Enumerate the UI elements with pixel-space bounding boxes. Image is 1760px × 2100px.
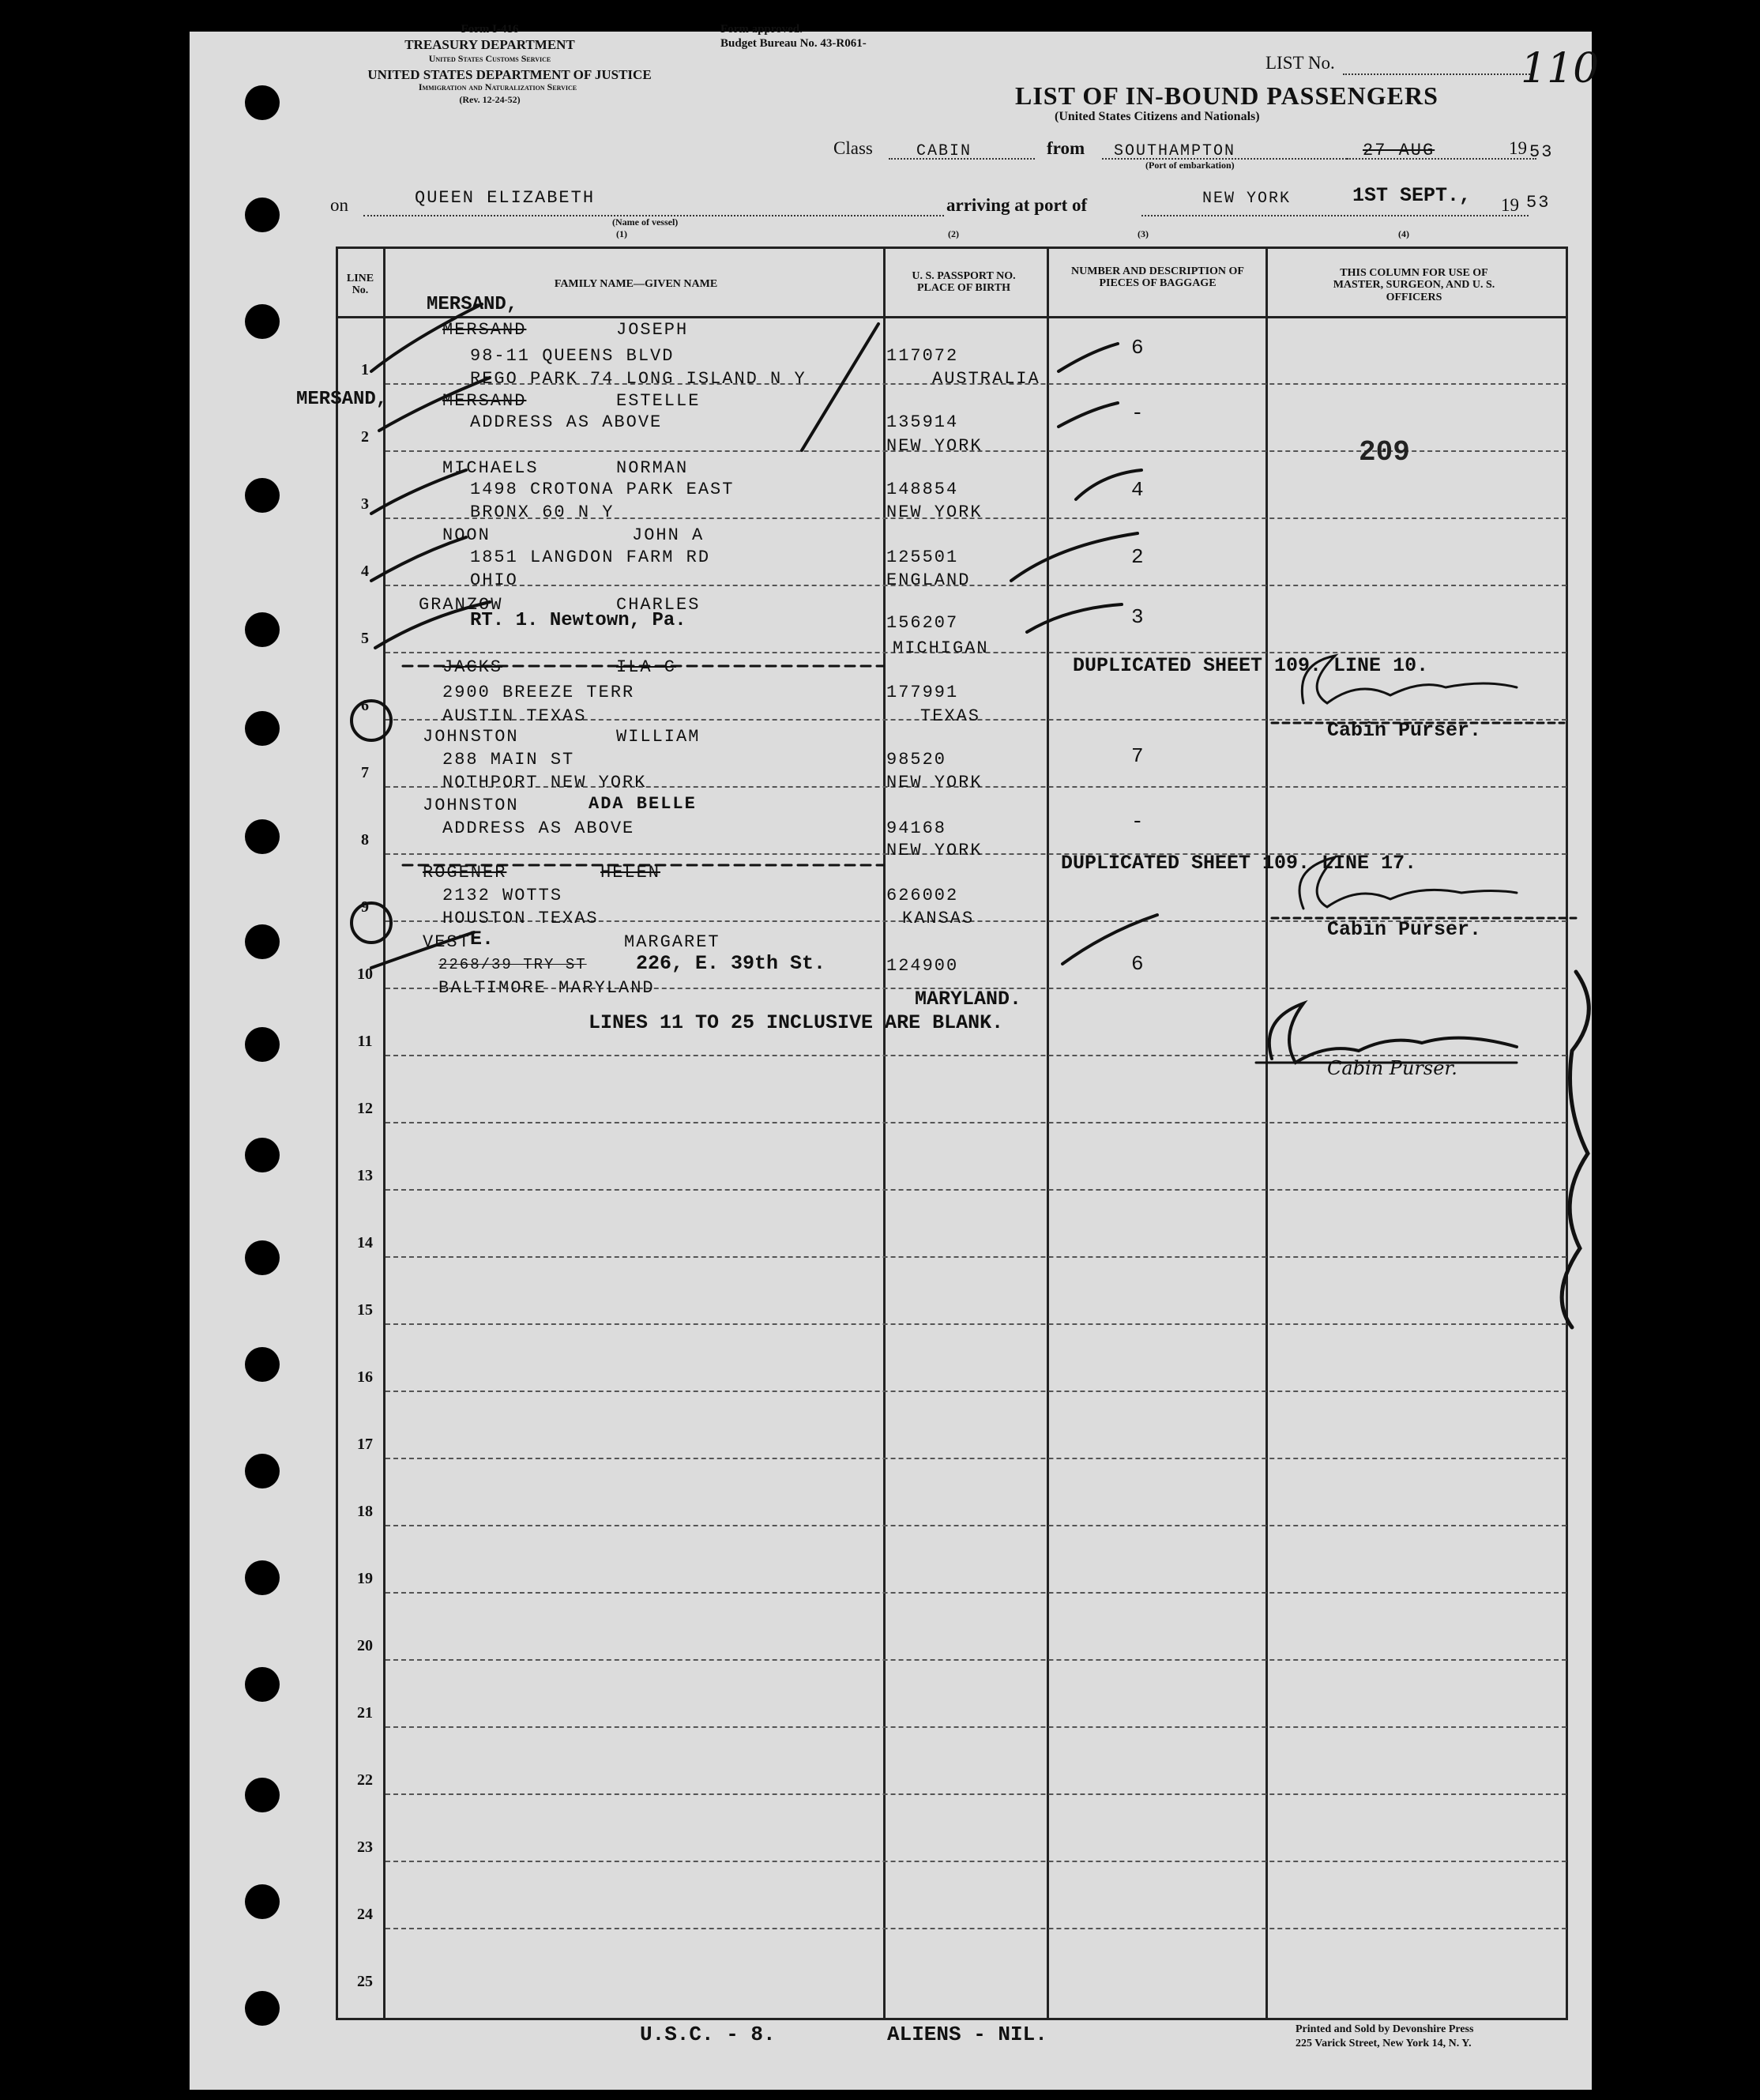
depart-year: 53 xyxy=(1529,142,1554,162)
entry-10-passport: 124900 xyxy=(886,956,959,976)
line-number: 18 xyxy=(357,1503,373,1520)
check-mark xyxy=(1059,403,1118,427)
customs-service: United States Customs Service xyxy=(428,53,551,64)
line-number: 21 xyxy=(357,1704,373,1722)
on-label: on xyxy=(330,195,348,215)
line-number: 17 xyxy=(357,1436,373,1453)
entry-10-baggage: 6 xyxy=(1131,952,1145,976)
entry-4-birthplace: ENGLAND xyxy=(886,570,971,590)
entry-8-surname: JOHNSTON xyxy=(423,796,519,815)
entry-6-birthplace: TEXAS xyxy=(920,706,981,726)
entry-1-passport: 117072 xyxy=(886,346,959,366)
entry-2-mark: 209 xyxy=(1359,436,1410,469)
entry-1-address: 98-11 QUEENS BLVD xyxy=(470,346,675,366)
entry-5-given: CHARLES xyxy=(616,595,701,615)
entry-10-old-address: 2268/39 TRY ST xyxy=(438,956,587,973)
entry-1-birthplace: AUSTRALIA xyxy=(932,369,1040,389)
line-number: 5 xyxy=(361,630,369,647)
form-number: Form I-416 xyxy=(461,23,519,36)
entry-1-surname: MERSAND xyxy=(442,320,527,340)
depart-year-prefix: 19 xyxy=(1509,138,1527,158)
entry-4-address: 1851 LANGDON FARM RD xyxy=(470,548,711,567)
entry-2-surname: MERSAND xyxy=(442,391,527,411)
line-number: 10 xyxy=(357,965,373,983)
line-number: 3 xyxy=(361,495,369,513)
entry-9-surname: ROGENER xyxy=(423,863,507,883)
entry-7-given: WILLIAM xyxy=(616,727,701,747)
entry-6-surname: JACKS xyxy=(442,657,503,677)
entry-10-initial: E. xyxy=(470,928,495,950)
treasury-dept: TREASURY DEPARTMENT xyxy=(404,37,575,52)
entry-3-surname: MICHAELS xyxy=(442,458,539,478)
entry-6-purser: Cabin Purser. xyxy=(1327,719,1482,742)
entry-6-address: 2900 BREEZE TERR xyxy=(442,683,635,702)
entry-8-baggage: - xyxy=(1131,810,1145,834)
entry-6-address2: AUSTIN TEXAS xyxy=(442,706,587,726)
entry-8-passport: 94168 xyxy=(886,819,947,838)
form-subtitle: (United States Citizens and Nationals) xyxy=(1055,110,1260,123)
entry-9-duplicate-note: DUPLICATED SHEET 109. LINE 17. xyxy=(1061,852,1417,875)
form-title: LIST OF IN-BOUND PASSENGERS xyxy=(1015,81,1438,110)
entry-4-address2: OHIO xyxy=(470,570,518,590)
entry-9-given: HELEN xyxy=(600,863,661,883)
line-number: 6 xyxy=(361,697,369,714)
footer-usc: U.S.C. - 8. xyxy=(640,2023,776,2046)
entry-10-address2: BALTIMORE MARYLAND xyxy=(438,978,655,998)
check-mark xyxy=(1076,470,1141,499)
line-number: 1 xyxy=(361,361,369,378)
check-mark xyxy=(1059,344,1118,371)
line-number: 24 xyxy=(357,1906,373,1923)
port-caption: (Port of embarkation) xyxy=(1145,160,1235,171)
entry-7-surname: JOHNSTON xyxy=(423,727,519,747)
check-mark xyxy=(371,470,466,514)
line-number: 7 xyxy=(361,764,369,781)
signature xyxy=(1562,972,1589,1327)
entry-8-birthplace: NEW YORK xyxy=(886,841,983,860)
arrival-date: 1ST SEPT., xyxy=(1352,184,1472,207)
circle-mark xyxy=(352,701,391,740)
check-mark xyxy=(1062,915,1157,964)
check-mark xyxy=(371,304,482,371)
entry-7-address2: NOTHPORT NEW YORK xyxy=(442,773,647,792)
entry-4-baggage: 2 xyxy=(1131,545,1145,569)
line-number: 16 xyxy=(357,1368,373,1386)
entry-4-given: JOHN A xyxy=(632,525,705,545)
arriving-label: arriving at port of xyxy=(946,195,1088,215)
col1-no: (1) xyxy=(616,228,627,239)
check-mark xyxy=(802,324,878,450)
signature xyxy=(1299,857,1517,909)
line-number: 11 xyxy=(357,1033,373,1050)
entry-8-given: ADA BELLE xyxy=(589,794,697,814)
line-number: 15 xyxy=(357,1301,373,1319)
entry-4-surname: NOON xyxy=(442,525,491,545)
from-label: from xyxy=(1047,138,1085,158)
printer-line1: Printed and Sold by Devonshire Press xyxy=(1296,2023,1474,2035)
col3-no: (3) xyxy=(1138,228,1149,239)
entry-2-passport: 135914 xyxy=(886,412,959,432)
entry-3-address2: BRONX 60 N Y xyxy=(470,502,615,522)
entry-5-birthplace: MICHIGAN xyxy=(893,638,989,658)
entry-9-address2: HOUSTON TEXAS xyxy=(442,909,599,928)
col-line-no: LINE No. xyxy=(346,273,374,297)
check-mark xyxy=(1027,604,1122,632)
entry-10-given: MARGARET xyxy=(624,932,720,952)
entry-9-passport: 626002 xyxy=(886,886,959,905)
line-number: 4 xyxy=(361,563,369,580)
entry-7-birthplace: NEW YORK xyxy=(886,773,983,792)
vessel-caption: (Name of vessel) xyxy=(612,216,679,228)
justice-dept: UNITED STATES DEPARTMENT OF JUSTICE xyxy=(367,67,652,82)
entry-2-baggage: - xyxy=(1131,401,1145,425)
list-no-value: 110 xyxy=(1521,45,1600,92)
line-number: 8 xyxy=(361,831,369,849)
entry-3-birthplace: NEW YORK xyxy=(886,502,983,522)
line-number: 25 xyxy=(357,1973,373,1990)
entry-3-passport: 148854 xyxy=(886,480,959,499)
line-number: 2 xyxy=(361,428,369,446)
entry-9-birthplace: KANSAS xyxy=(902,909,975,928)
form-approved: Form approved. xyxy=(720,23,803,36)
line-number: 13 xyxy=(357,1167,373,1184)
entry-1-given: JOSEPH xyxy=(616,320,689,340)
arrival-year: 53 xyxy=(1526,193,1551,213)
entry-7-passport: 98520 xyxy=(886,750,947,770)
entry-4-passport: 125501 xyxy=(886,548,959,567)
entry-5-surname: GRANZOW xyxy=(419,595,503,615)
footer-aliens: ALIENS - NIL. xyxy=(887,2023,1047,2046)
vessel-name: QUEEN ELIZABETH xyxy=(415,188,596,208)
entry-10-birthplace: MARYLAND. xyxy=(915,988,1022,1010)
entry-2-given: ESTELLE xyxy=(616,391,701,411)
entry-10-surname: VEST xyxy=(423,932,471,952)
class-label: Class xyxy=(833,138,873,158)
signature xyxy=(1302,656,1517,703)
circle-mark xyxy=(352,903,391,943)
entry-6-given: ILA C xyxy=(616,657,677,677)
list-no-label: LIST No. xyxy=(1265,53,1335,73)
arrival-port: NEW YORK xyxy=(1202,190,1292,208)
from-value: SOUTHAMPTON xyxy=(1114,142,1236,160)
check-mark xyxy=(379,378,490,431)
entry-5-baggage: 3 xyxy=(1131,605,1145,629)
col-name: FAMILY NAME—GIVEN NAME xyxy=(554,278,718,290)
check-mark xyxy=(375,602,490,648)
line-number: 20 xyxy=(357,1637,373,1654)
entry-5-passport: 156207 xyxy=(886,613,959,633)
entry-2-address: ADDRESS AS ABOVE xyxy=(470,412,663,432)
line-number: 23 xyxy=(357,1838,373,1856)
check-mark xyxy=(371,932,474,968)
entry-7-address: 288 MAIN ST xyxy=(442,750,575,770)
blank-lines-note: LINES 11 TO 25 INCLUSIVE ARE BLANK. xyxy=(589,1011,1004,1034)
line-number: 14 xyxy=(357,1234,373,1251)
purser-title: Cabin Purser. xyxy=(1327,1057,1457,1079)
entry-9-purser: Cabin Purser. xyxy=(1327,918,1482,941)
depart-date: 27 AUG xyxy=(1363,141,1435,160)
col-passport: U. S. PASSPORT NO. PLACE OF BIRTH xyxy=(912,270,1016,295)
entry-2-birthplace: NEW YORK xyxy=(886,436,983,456)
entry-10-address: 226, E. 39th St. xyxy=(636,952,826,975)
entry-9-address: 2132 WOTTS xyxy=(442,886,563,905)
entry-1-name-correction: MERSAND, xyxy=(427,294,518,315)
col2-no: (2) xyxy=(948,228,959,239)
line-number: 9 xyxy=(361,898,369,916)
signature xyxy=(1269,1003,1517,1063)
check-mark xyxy=(1011,533,1138,581)
arrival-year-prefix: 19 xyxy=(1501,195,1519,215)
entry-3-baggage: 4 xyxy=(1131,478,1145,502)
col-baggage: NUMBER AND DESCRIPTION OF PIECES OF BAGGAGE xyxy=(1071,265,1244,290)
entry-1-baggage: 6 xyxy=(1131,336,1145,359)
entry-6-duplicate-note: DUPLICATED SHEET 109. LINE 10. xyxy=(1073,654,1429,677)
budget-bureau: Budget Bureau No. 43-R061- xyxy=(720,37,867,50)
col-officers: THIS COLUMN FOR USE OF MASTER, SURGEON, AND U. S. OFFICERS xyxy=(1333,267,1495,303)
entry-5-address: RT. 1. Newtown, Pa. xyxy=(470,610,686,631)
line-number: 12 xyxy=(357,1100,373,1117)
entry-7-baggage: 7 xyxy=(1131,744,1145,768)
entry-2-name-correction: MERSAND, xyxy=(296,389,388,410)
entry-3-address: 1498 CROTONA PARK EAST xyxy=(470,480,735,499)
check-mark xyxy=(371,537,466,581)
ins-service: Immigration and Naturalization Service xyxy=(418,81,577,92)
entry-3-given: NORMAN xyxy=(616,458,689,478)
class-value: CABIN xyxy=(916,142,972,160)
revision: (Rev. 12-24-52) xyxy=(459,94,521,105)
entry-1-address2: REGO PARK 74 LONG ISLAND N Y xyxy=(470,369,807,389)
col4-no: (4) xyxy=(1398,228,1409,239)
entry-8-address: ADDRESS AS ABOVE xyxy=(442,819,635,838)
entry-6-passport: 177991 xyxy=(886,683,959,702)
line-number: 19 xyxy=(357,1570,373,1587)
printer-line2: 225 Varick Street, New York 14, N. Y. xyxy=(1296,2038,1472,2049)
line-number: 22 xyxy=(357,1771,373,1789)
